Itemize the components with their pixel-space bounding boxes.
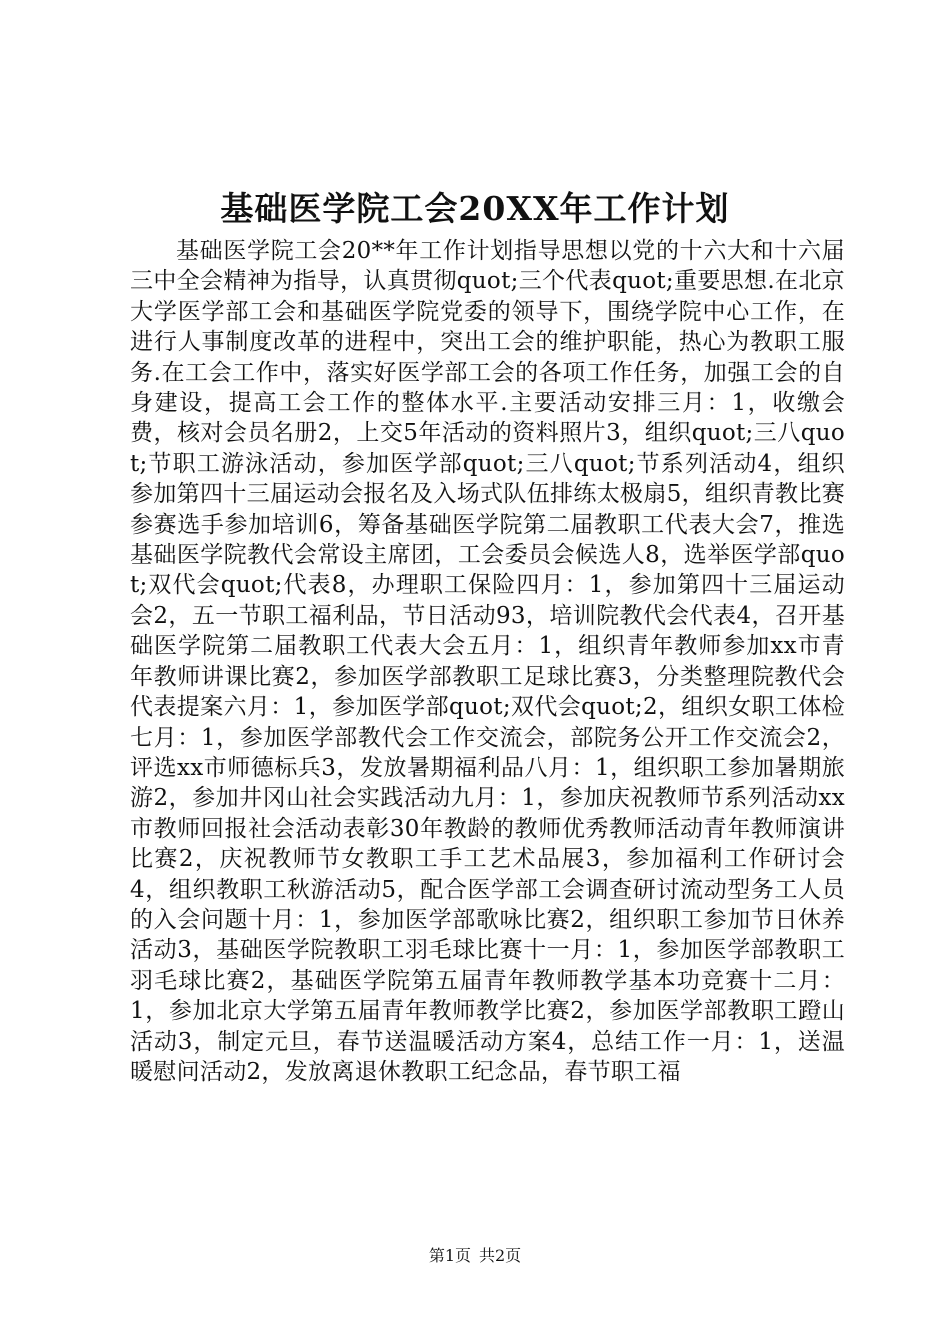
document-title: 基础医学院工会20XX年工作计划 [220,189,730,228]
document-body-paragraph: 基础医学院工会20**年工作计划指导思想以党的十六大和十六届三中全会精神为指导，认真贯彻quot;三个代表quot;重要思想.在北京大学医学部工会和基础医学院党委的领导下，围绕学院中心工作，在进行人事制度改革的进程中，突出工会的维护职能，热心为教职工服务.在工会工作中，落实好医学部工会的各项工作任务，加强工会的自身建设，提高工会工作的整体水平.主要活动安排三月：1，收缴会费，核对会员名册2，上交5年活动的资料照片3，组织quot;三八quot;节职工游泳活动，参加医学部quot;三八quot;节系列活动4，组织参加第四十三届运动会报名及入场式队伍排练太极扇5，组织青教比赛参赛选手参加培训6，筹备基础医学院第二届教职工代表大会7，推选基础医学院教代会常设主席团，工会委员会候选人8，选举医学部quot;双代会quot;代表8，办理职工保险四月：1，参加第四十三届运动会2，五一节职工福利品，节日活动93，培训院教代会代表4，召开基础医学院第二届教职工代表大会五月：1，组织青年教师参加xx市青年教师讲课比赛2，参加医学部教职工足球比赛3，分类整理院教代会代表提案六月：1，参加医学部quot;双代会quot;2，组织女职工体检七月：1，参加医学部教代会工作交流会，部院务公开工作交流会2，评选xx市师德标兵3，发放暑期福利品八月：1，组织职工参加暑期旅游2，参加井冈山社会实践活动九月：1，参加庆祝教师节系列活动xx市教师回报社会活动表彰30年教龄的教师优秀教师活动青年教师演讲比赛2，庆祝教师节女教职工手工艺术品展3，参加福利工作研讨会4，组织教职工秋游活动5，配合医学部工会调查研讨流动型务工人员的入会问题十月：1，参加医学部歌咏比赛2，组织职工参加节日休养活动3，基础医学院教职工羽毛球比赛十一月：1，参加医学部教职工羽毛球比赛2，基础医学院第五届青年教师教学基本功竞赛十二月：1，参加北京大学第五届青年教师教学比赛2，参加医学部教职工蹬山活动3，制定元旦，春节送温暖活动方案4，总结工作一月：1，送温暖慰问活动2，发放离退休教职工纪念品，春节职工福 [130,238,845,1085]
page-number-total: 共2页 [479,1246,522,1265]
page-footer [0,1245,950,1267]
page-number-current: 第1页 [428,1246,471,1265]
